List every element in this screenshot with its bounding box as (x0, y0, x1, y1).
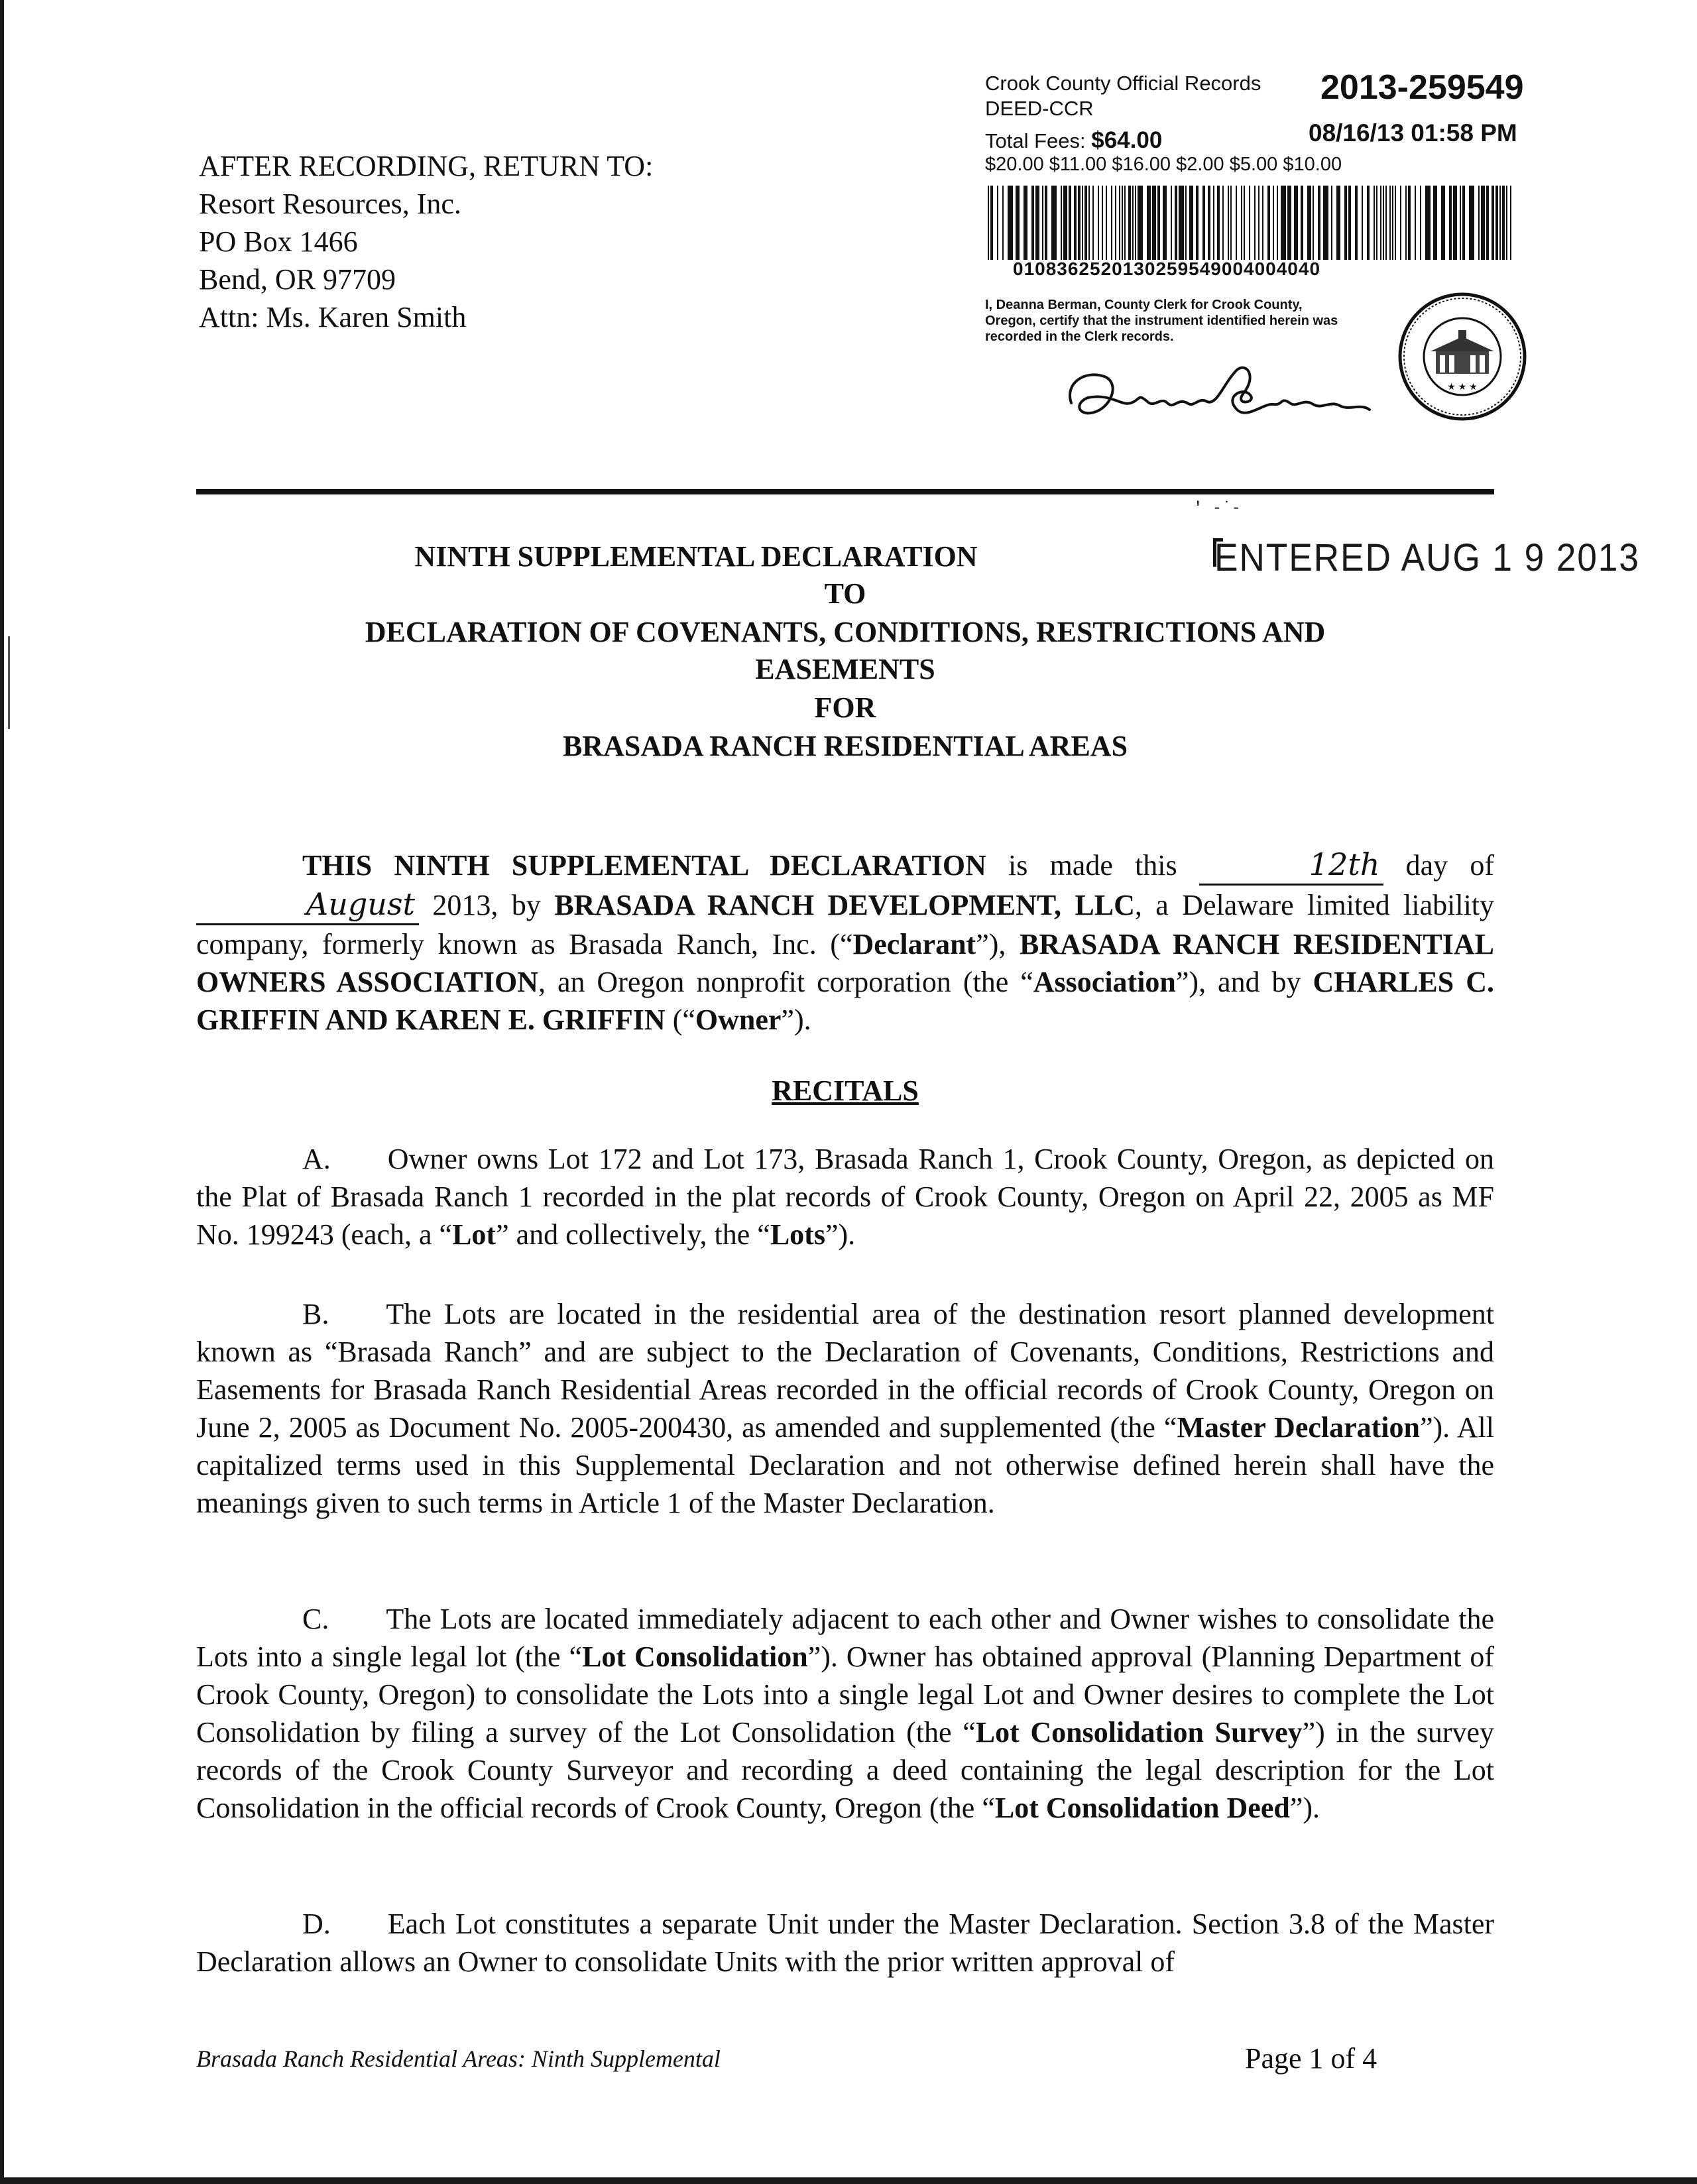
barcode-bar (1222, 186, 1224, 260)
barcode-bar (1273, 186, 1274, 260)
recital-label: D. (302, 1908, 331, 1940)
association-term: Association (1033, 966, 1176, 998)
horizontal-rule (196, 489, 1494, 494)
barcode-bar (1051, 186, 1057, 260)
svg-text:★ ★ ★: ★ ★ ★ (1447, 381, 1478, 392)
barcode-bar (1281, 186, 1286, 260)
barcode-bar (1389, 186, 1391, 260)
barcode-bar (1425, 186, 1431, 260)
title-line-3: DECLARATION OF COVENANTS, CONDITIONS, RESTRICTIONS AND (365, 616, 1326, 648)
recital-label: C. (302, 1603, 329, 1635)
barcode-bar (1063, 186, 1067, 260)
recital-text: ”). (825, 1218, 856, 1251)
barcode-bar (1374, 186, 1375, 260)
barcode-bar (1069, 186, 1071, 260)
total-fees-label: Total Fees: (985, 129, 1086, 152)
barcode-bar (1400, 186, 1401, 260)
barcode-bar (1152, 186, 1156, 260)
barcode-bar (1185, 186, 1187, 260)
barcode-bar (1244, 186, 1245, 260)
barcode-bar (1499, 186, 1501, 260)
barcode-bar (1495, 186, 1498, 260)
title-line-2: TO (824, 577, 866, 610)
recital-text: ”). Owner has obtained approval (Planning Department of Crook County, Oregon) to consolidate the Lots into a single legal Lot and Owner desires to complete the Lot Consolidation by filing a survey of the Lot Consolidation (the “ (196, 1640, 1495, 1749)
barcode-bar (1441, 186, 1445, 260)
recitals-heading: RECITALS (772, 1074, 919, 1107)
declarant-term: Declarant (852, 928, 976, 960)
barcode-bar (1088, 186, 1090, 260)
barcode-bar (1453, 186, 1457, 260)
barcode-bar (1135, 186, 1136, 260)
barcode-bar (1258, 186, 1259, 260)
clerk-signature (1058, 357, 1376, 430)
barcode-bar (1179, 186, 1184, 260)
barcode-bar (1313, 186, 1314, 260)
barcode-bar (1478, 186, 1480, 260)
defined-term: Lot Consolidation (582, 1640, 808, 1673)
barcode-bar (1420, 186, 1421, 260)
barcode-bar (1405, 186, 1407, 260)
barcode-bar (1460, 186, 1461, 260)
intro-lead: THIS NINTH SUPPLEMENTAL DECLARATION (302, 849, 986, 882)
barcode-bar (1348, 186, 1351, 260)
barcode-bar (1469, 186, 1474, 260)
intro-text: , an Oregon nonprofit corporation (the “ (538, 966, 1033, 998)
clerk-certification: I, Deanna Berman, County Clerk for Crook County, Oregon, certify that the instrument identified herein was recorded in the Clerk records. (985, 298, 1338, 344)
recording-document-type: DEED-CCR (985, 97, 1094, 120)
stamp-marks: ' -˙- (1193, 500, 1242, 518)
scan-edge-left (0, 0, 4, 2184)
barcode-bar (1035, 186, 1039, 260)
recital-label: A. (302, 1143, 331, 1175)
intro-text: ”), and by (1175, 966, 1313, 998)
recital-text: Each Lot constitutes a separate Unit under the Master Declaration. Section 3.8 of the Master Declaration allows an Owner to consolidate Units with the prior written approval of (196, 1908, 1494, 1978)
title-line-6: BRASADA RANCH RESIDENTIAL AREAS (562, 730, 1128, 762)
return-line: Bend, OR 97709 (199, 263, 396, 296)
owner-name: CHARLES C. GRIFFIN AND KAREN E. GRIFFIN (196, 966, 1494, 1036)
barcode-bar (1385, 186, 1387, 260)
barcode-bar (990, 186, 993, 260)
total-fees-amount: $64.00 (1091, 127, 1163, 153)
barcode-bar (1122, 186, 1123, 260)
return-line: Resort Resources, Inc. (199, 188, 461, 220)
defined-term: Lot Consolidation Survey (975, 1716, 1303, 1749)
defined-term: Lots (770, 1218, 825, 1251)
barcode-bar (1415, 186, 1416, 260)
intro-text: ”). (781, 1004, 811, 1036)
return-line: Attn: Ms. Karen Smith (199, 301, 467, 333)
intro-text: , a Delaware limited liability company, formerly known as Brasada Ranch, Inc. (“ (196, 889, 1495, 960)
return-address (199, 147, 653, 336)
barcode-bar (1217, 186, 1220, 260)
barcode-bar (1031, 186, 1034, 260)
barcode-bar (1502, 186, 1505, 260)
recording-datetime: 08/16/13 01:58 PM (1309, 119, 1517, 146)
barcode-bar (1106, 186, 1107, 260)
barcode-bar (1481, 186, 1485, 260)
barcode-bar (1138, 186, 1143, 260)
barcode-bar (1294, 186, 1298, 260)
entered-stamp: ENTERED AUG 1 9 2013 (1214, 536, 1640, 579)
recording-county: Crook County Official Records (985, 72, 1261, 95)
owner-term: Owner (695, 1004, 782, 1036)
barcode-bar (1208, 186, 1210, 260)
fee-breakdown: $20.00 $11.00 $16.00 $2.00 $5.00 $10.00 (985, 154, 1342, 175)
barcode-bar (1462, 186, 1465, 260)
barcode-bar (1124, 186, 1126, 260)
barcode-bar (1336, 186, 1340, 260)
recital-d (196, 1905, 1494, 1981)
recital-a (196, 1140, 1494, 1253)
barcode-bar (1084, 186, 1087, 260)
barcode-bar (1506, 186, 1507, 260)
barcode-bar (1061, 186, 1062, 260)
barcode-bar (1383, 186, 1384, 260)
barcode-bar (1277, 186, 1278, 260)
recital-b (196, 1295, 1494, 1522)
recital-c (196, 1600, 1494, 1827)
barcode-bar (1119, 186, 1120, 260)
intro-text: (“ (665, 1004, 695, 1036)
intro-text: is made this (986, 849, 1199, 882)
barcode-bar (1171, 186, 1172, 260)
recital-text: ”). (1289, 1792, 1320, 1824)
barcode-bar (1189, 186, 1193, 260)
barcode-bar (1157, 186, 1160, 260)
barcode-bar (1249, 186, 1250, 260)
scan-edge-bottom (0, 2177, 1697, 2184)
barcode-bar (1175, 186, 1177, 260)
barcode-bar (1408, 186, 1411, 260)
recital-label: B. (302, 1298, 329, 1330)
barcode-bar (1016, 186, 1020, 260)
barcode-bar (1486, 186, 1489, 260)
return-heading: AFTER RECORDING, RETURN TO: (199, 150, 654, 182)
barcode-bar (1132, 186, 1134, 260)
barcode-bar (1213, 186, 1214, 260)
barcode-bar (1045, 186, 1047, 260)
barcode-bar (1002, 186, 1004, 260)
barcode-bar (1230, 186, 1232, 260)
declarant-name: BRASADA RANCH DEVELOPMENT, LLC (554, 889, 1135, 921)
title-text: NINTH SUPPLEMENTAL DECLARATION (414, 540, 978, 573)
barcode-bar (1163, 186, 1167, 260)
barcode-bar (1449, 186, 1452, 260)
recital-text: The Lots are located immediately adjacent to each other and Owner wishes to consolidate the Lots into a single legal lot (the “ (196, 1603, 1494, 1673)
barcode-bar (1241, 186, 1242, 260)
recital-text: Owner owns Lot 172 and Lot 173, Brasada Ranch 1, Crook County, Oregon, as depicted on the Plat of Brasada Ranch 1 recorded in the plat records of Crook County, Oregon on April 22, 2005 as MF No. 199243 (each, a “ (196, 1143, 1494, 1251)
barcode-bar (1318, 186, 1320, 260)
barcode-bar (1267, 186, 1270, 260)
barcode-bar (1307, 186, 1311, 260)
intro-text: 2013, by (419, 889, 555, 921)
handwritten-day: 12th (1199, 846, 1384, 886)
footer-document-title: Brasada Ranch Residential Areas: Ninth Supplemental (196, 2045, 721, 2072)
intro-paragraph (196, 846, 1494, 1039)
footer-page-number: Page 1 of 4 (1245, 2042, 1377, 2075)
barcode-bar (1115, 186, 1116, 260)
barcode-bar (1376, 186, 1377, 260)
barcode (988, 186, 1511, 265)
barcode-bar (1367, 186, 1370, 260)
barcode-bar (1111, 186, 1112, 260)
barcode-bar (1344, 186, 1347, 260)
barcode-bar (1228, 186, 1229, 260)
barcode-bar (1392, 186, 1393, 260)
barcode-bar (1098, 186, 1099, 260)
barcode-bar (1301, 186, 1303, 260)
intro-text: day of (1383, 849, 1494, 882)
recording-document-number: 2013-259549 (1320, 68, 1524, 107)
barcode-bar (1008, 186, 1013, 260)
barcode-bar (1492, 186, 1494, 260)
barcode-bar (1510, 186, 1511, 260)
barcode-bar (1128, 186, 1131, 260)
barcode-bar (1024, 186, 1027, 260)
barcode-bar (1380, 186, 1381, 260)
title-line-4: EASEMENTS (755, 653, 935, 685)
barcode-bar (1287, 186, 1291, 260)
barcode-bar (1254, 186, 1256, 260)
barcode-bar (1262, 186, 1263, 260)
scan-mark (8, 636, 10, 729)
recording-total-fees (985, 127, 1162, 154)
barcode-bar (1236, 186, 1237, 260)
recital-text: The Lots are located in the residential area of the destination resort planned development known as “Brasada Ranch” and are subject to the Declaration of Covenants, Conditions, Restrictions and Easements for Brasada Ranch Residential Areas recorded in the official records of Crook County, Oregon on June 2, 2005 as Document No. 2005-200430, as amended and supplemented (the “ (196, 1298, 1494, 1444)
recital-text: ” and collectively, the “ (496, 1218, 770, 1251)
defined-term: Lot Consolidation Deed (994, 1792, 1290, 1824)
county-seal-icon (1396, 290, 1529, 423)
association-name: BRASADA RANCH RESIDENTIAL OWNERS ASSOCIATION (196, 928, 1495, 998)
barcode-bar (1331, 186, 1332, 260)
title-line-5: FOR (814, 691, 876, 724)
barcode-bar (1196, 186, 1199, 260)
barcode-bar (1147, 186, 1151, 260)
barcode-bar (1395, 186, 1396, 260)
barcode-bar (988, 186, 989, 260)
intro-text: ”), (976, 928, 1020, 960)
barcode-number: 0108362520130259549004004040 (1013, 259, 1321, 279)
barcode-bar (1202, 186, 1205, 260)
barcode-bar (1355, 186, 1358, 260)
recital-text: ”) in the survey records of the Crook County Surveyor and recording a deed containing the legal description for the Lot Consolidation in the official records of Crook County, Oregon (the “ (196, 1716, 1495, 1824)
barcode-bar (1092, 186, 1094, 260)
barcode-bar (1082, 186, 1083, 260)
recital-text: ”). All capitalized terms used in this Supplemental Declaration and not otherwise defined herein shall have the meanings given to such terms in Article 1 of the Master Declaration. (196, 1411, 1494, 1519)
defined-term: Master Declaration (1177, 1411, 1420, 1444)
title-line-1 (196, 538, 1494, 575)
barcode-bar (1102, 186, 1103, 260)
barcode-bar (1362, 186, 1363, 260)
barcode-bar (1078, 186, 1081, 260)
defined-term: Lot (452, 1218, 497, 1251)
barcode-bar (1433, 186, 1437, 260)
barcode-bar (997, 186, 998, 260)
return-line: PO Box 1466 (199, 225, 358, 258)
barcode-bar (1042, 186, 1043, 260)
barcode-bar (1323, 186, 1328, 260)
handwritten-month: August (196, 886, 419, 925)
barcode-bar (1074, 186, 1077, 260)
